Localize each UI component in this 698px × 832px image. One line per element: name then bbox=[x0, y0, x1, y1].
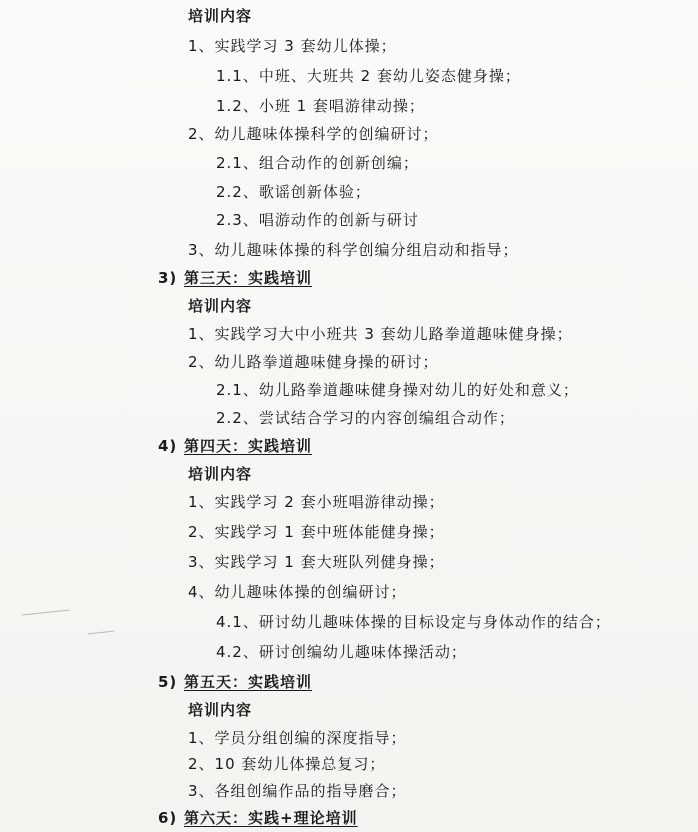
list-item: 1、实践学习大中小班共 3 套幼儿路拳道趣味健身操； bbox=[188, 325, 573, 343]
sub-list-item: 2.2、尝试结合学习的内容创编组合动作； bbox=[216, 409, 515, 427]
list-item: 2、幼儿路拳道趣味健身操的研讨； bbox=[188, 353, 439, 371]
list-item: 3、实践学习 1 套大班队列健身操； bbox=[188, 553, 445, 571]
heading-text: 第五天：实践培训 bbox=[184, 673, 313, 691]
day-heading bbox=[158, 808, 358, 828]
sub-list-item: 1.1、中班、大班共 2 套幼儿姿态健身操； bbox=[216, 67, 521, 85]
day-heading bbox=[158, 436, 312, 456]
list-item: 3、各组创编作品的指导磨合； bbox=[188, 782, 407, 800]
sub-list-item: 2.1、幼儿路拳道趣味健身操对幼儿的好处和意义； bbox=[216, 381, 579, 399]
list-item: 4、幼儿趣味体操的创编研讨； bbox=[188, 583, 407, 601]
list-item: 3、幼儿趣味体操的科学创编分组启动和指导； bbox=[188, 241, 519, 259]
heading-number: 4) bbox=[158, 437, 178, 455]
list-item: 1、实践学习 3 套幼儿体操； bbox=[188, 37, 397, 55]
sub-list-item: 1.2、小班 1 套唱游律动操； bbox=[216, 97, 425, 115]
list-item: 1、实践学习 2 套小班唱游律动操； bbox=[188, 493, 445, 511]
list-item: 2、幼儿趣味体操科学的创编研讨； bbox=[188, 125, 439, 143]
section-subtitle: 培训内容 bbox=[188, 465, 253, 483]
section-subtitle: 培训内容 bbox=[188, 297, 253, 315]
day-heading bbox=[158, 268, 312, 288]
heading-text: 第三天：实践培训 bbox=[184, 269, 313, 287]
heading-number: 3) bbox=[158, 269, 178, 287]
section-subtitle: 培训内容 bbox=[188, 7, 253, 25]
heading-text: 第四天：实践培训 bbox=[184, 437, 313, 455]
heading-number: 6) bbox=[158, 809, 178, 827]
sub-list-item: 2.3、唱游动作的创新与研讨 bbox=[216, 211, 419, 229]
sub-list-item: 2.2、歌谣创新体验； bbox=[216, 183, 371, 201]
section-subtitle: 培训内容 bbox=[188, 701, 253, 719]
scan-mark bbox=[22, 609, 70, 615]
list-item: 2、实践学习 1 套中班体能健身操； bbox=[188, 523, 445, 541]
scan-mark bbox=[88, 631, 114, 635]
heading-text: 第六天：实践+理论培训 bbox=[184, 809, 358, 827]
sub-list-item: 4.2、研讨创编幼儿趣味体操活动； bbox=[216, 643, 467, 661]
heading-number: 5) bbox=[158, 673, 178, 691]
sub-list-item: 2.1、组合动作的创新创编； bbox=[216, 154, 419, 172]
sub-list-item: 4.1、研讨幼儿趣味体操的目标设定与身体动作的结合； bbox=[216, 613, 611, 631]
list-item: 1、学员分组创编的深度指导； bbox=[188, 729, 407, 747]
day-heading bbox=[158, 672, 312, 692]
list-item: 2、10 套幼儿体操总复习； bbox=[188, 755, 386, 773]
